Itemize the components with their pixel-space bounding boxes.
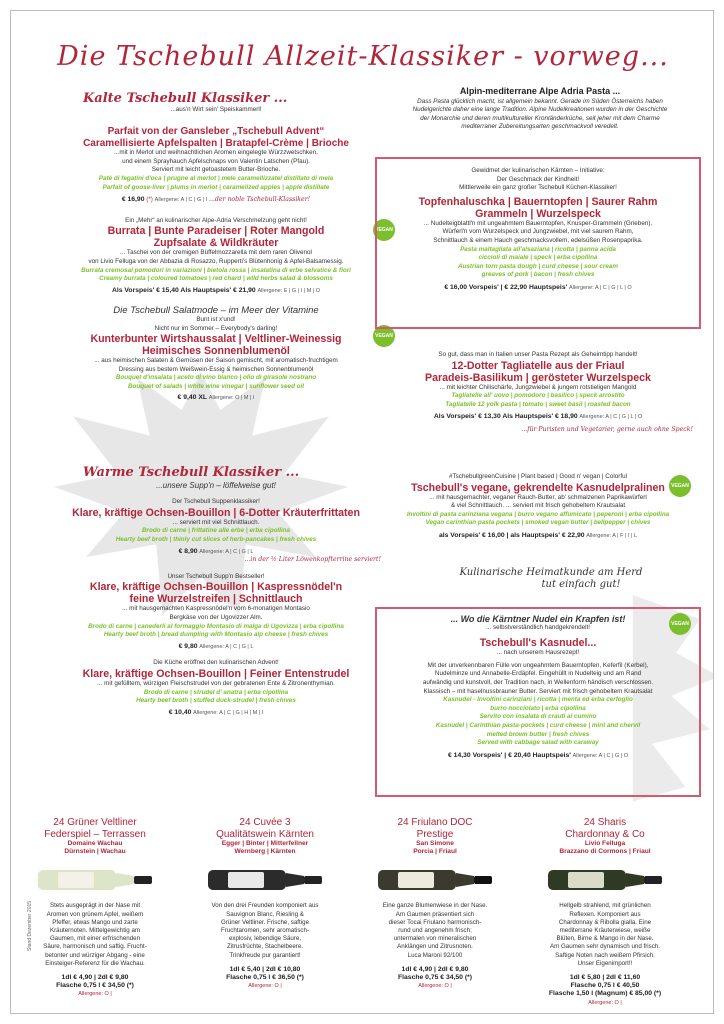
dish-translation: Kasnudel - Involtini carinziani | ricotta | menta ed erba cerfoglio [443, 696, 633, 704]
dish-price: € 8,90 [178, 547, 198, 555]
dish-title: Tschebull's vegane, gekrendelte Kasnudelpralinen [411, 481, 665, 494]
wine-desc: Blüten, Birne & Mango in der Nase. [556, 935, 654, 943]
wine-origin: Wernberg | Kärnten [234, 848, 296, 856]
dish-kasnudel [383, 615, 693, 760]
dish-desc: von Livio Felluga von der Abbazia di Rosazzo, Rupperti's Blütenhonig & Apfel-Balsamessig. [88, 257, 344, 265]
pasta-desc: mediterraner Zubereitungsarten geschmackvoll veredelt. [461, 123, 619, 131]
wine-name: 24 Cuvée 3 [239, 817, 291, 828]
dish-desc: ... serviert mit viel Schnittlauch. [172, 518, 260, 526]
allergen-info: Allergene: A | C | G | L [199, 643, 254, 650]
wine-name: 24 Friulano DOC [397, 817, 473, 828]
wine-price-glass: 1dl € 5,80 | 2dl € 11,60 [569, 974, 641, 982]
wine-desc: explosiv, lebendige Säure, [228, 935, 302, 943]
wine-desc: Am Gaumen sehr dynamisch und frisch. [549, 943, 661, 951]
dish-price: € 14,30 Vorspeis' | € 20,40 Hauptspeis' [448, 751, 571, 759]
wine-desc: rund und angenehm frisch; [398, 927, 472, 935]
dish-intro: Ein „Mehr“ an kulinarischer Alpe-Adria Verschmelzung geht nicht! [125, 216, 307, 224]
wine-price-bottle: Flasche 0,75 l € 34,50 (*) [56, 982, 134, 990]
wine-item [195, 817, 335, 990]
dish-desc: Bergkäse von der Ugovizzer Alm. [169, 613, 263, 621]
dish-title: Tschebull's Kasnudel... [479, 637, 597, 650]
pasta-heading: Alpin-mediterrane Alpe Adria Pasta ... [459, 86, 621, 96]
wine-name: Qualitätswein Kärnten [216, 828, 314, 840]
dish-title: Topfenhaluschka | Bauerntopfen | Saurer Rahm [418, 195, 658, 208]
wine-price-bottle: Flasche 0,75 l € 40,50 [570, 982, 640, 990]
wine-desc: Anklängen und Zitrusnoten. [397, 943, 473, 951]
dish-intro: Gewidmet der kulinarischen Kärnten – Initiative: [471, 167, 605, 174]
wine-desc: Zitrusfrüchte, Stachelbeere. [226, 943, 303, 951]
dish-translation: Tagliatelle all' uovo | pomodoro | basilico | speck arrostito [451, 392, 625, 400]
dish-desc: Würferl'n vom Wurzelspeck und Jungzwiebel, mit viel saurem Rahm, [442, 228, 634, 236]
slogan-line: Kulinarische Heimatkunde am Herd [459, 567, 643, 578]
wine-desc: Saftige Noten nach weißem Pfirsich. [555, 951, 655, 959]
wine-desc: Von den drei Freunden komponiert aus [211, 902, 319, 910]
wine-price-bottle: Flasche 0,75 l € 36,50 (*) [226, 974, 304, 982]
pasta-desc: Nudelgerichte daher eine lange Tradition. Alpine Nudelkreationen wurden in der Geschichte [412, 106, 668, 114]
dish-title: Grammeln | Wurzelspeck [475, 207, 601, 220]
dish-title: Klare, kräftige Ochsen-Bouillon | Kaspressnödel'n [89, 581, 343, 594]
wine-producer: San Simone [416, 840, 454, 847]
warme-section [51, 465, 381, 717]
dish-translation: Austrian torn pasta dough | curd cheese | sour cream [458, 262, 618, 270]
allergen-info: Allergene: A | C | G | L [199, 548, 254, 555]
wine-desc: Sauvignon Blanc, Riesling & [226, 910, 304, 918]
wine-name: 24 Grüner Veltliner [53, 817, 137, 828]
dish-price: Als Vorspeis' € 13,30 Als Hauptspeis' € 18,90 [433, 413, 578, 421]
wine-desc: Unser Eigenimport!! [577, 959, 633, 967]
stand-date: Stand Dezember 2015 [27, 900, 33, 951]
allergen-info: Allergene: A | C | G | H | M | I [193, 709, 264, 716]
dish-desc: Klassisch – mit haselnussbrauner Butter. Serviert mit frisch gehobeltem Krautsalat [423, 687, 653, 695]
dish-title: feine Wurzelstreifen | Schnittlauch [129, 593, 303, 606]
dish-title: Zupfsalate & Wildkräuter [153, 237, 279, 250]
dish-translation: Hearty beef broth | thinly cut slices of herb-pancakes | fresh chives [115, 535, 317, 543]
dish-price-row [383, 532, 693, 541]
dish-title: Parfait von der Gansleber „Tschebull Advent“ [107, 126, 325, 138]
dish-vegan [383, 473, 693, 541]
dish-desc: aufwändig und kunstvoll, der Tradition nach, in Wellenform händisch verschlossen. [422, 678, 654, 686]
dish-desc: ... mit hausgemachten Kaspressnödel'n vom 6-monatigen Montasio [122, 605, 310, 613]
wine-desc: Säure, harmonisch und saftig. Frucht- [43, 943, 147, 951]
dish-desc: Schnittlauch & einem Hauch geschmacksvollem, edelsüßen Rosenpaprika. [433, 236, 643, 244]
vegan-badge-icon: VEGAN [373, 325, 395, 347]
dish-desc: Dressing aus bestem Weißwein-Essig & heimischen Sonnenblumenöl [118, 365, 314, 373]
wine-producer: Domaine Wachau [67, 840, 123, 847]
dish-title: Paradeis-Basilikum | gerösteter Wurzelspeck [425, 371, 651, 384]
dish-intro: So gut, dass man in Italien unser Pasta Rezept als Geheimtipp handelt! [438, 351, 638, 358]
dish-soup-1 [51, 498, 381, 565]
dish-translation: Tagliatelle 12 yolk pasta | tomato | sweet basil | roasted bacon [445, 400, 631, 408]
vegan-badge-icon: VEGAN [669, 613, 691, 635]
dish-tagliatelle [383, 351, 693, 435]
menu-page [10, 10, 714, 1014]
wine-item [25, 817, 165, 999]
wine-desc: Pfeffer, etwas Mango und zarte [52, 918, 138, 926]
allergen-info: Allergene: O | [78, 991, 112, 998]
dish-parfait [51, 126, 381, 205]
wine-desc: Kräuternoten. Mittelgewichtig am [49, 927, 141, 935]
wine-origin: Brazzano di Cormons | Friaul [559, 848, 651, 856]
dish-intro: Mittlerweile ein ganz großer Tschebull Küchen-Klassiker! [459, 184, 617, 192]
pasta-desc: Dass Pasta glücklich macht, ist allgemein bekannt. Gerade im Süden Österreichs haben [417, 97, 663, 105]
wine-desc: betonter und würziger Abgang - eine [45, 951, 145, 959]
dish-title: Burrata | Bunte Paradeiser | Roter Mangold [107, 225, 325, 238]
dish-desc: ... mit leichter Chilischärfe, Jungzwiebel & jungem rotstieligen Mangold [439, 383, 637, 391]
allergen-info: Allergene: O | [588, 999, 622, 1006]
dish-translation: Burrata cremosal pomodori in variazioni | bietola rossa | insalatina di erbe selvatice & fiori [81, 266, 351, 274]
wine-desc: untermalen von mineralischen [393, 935, 477, 943]
dish-intro: Nicht nur im Sommer – Everybody's darling! [154, 324, 278, 332]
dish-desc: Serviert mit leicht getoastetem Butter-Brioche. [151, 166, 281, 174]
allergen-info: Allergene: A | C | G | I [154, 197, 208, 204]
dish-price-row [51, 196, 381, 205]
wine-bottle-icon [34, 866, 156, 894]
wine-price-glass: 1dl € 4,90 | 2dl € 9,80 [61, 974, 129, 982]
allergen-info: Allergene: A | C | G | L | O [568, 284, 632, 291]
wine-name: 24 Sharis [583, 817, 627, 828]
allergen-info: Allergene: O | [418, 983, 452, 990]
wine-desc: Grüner Veltliner. Frische, saftige [220, 918, 310, 926]
dish-desc: und einem Sprayhauch Apfelschnaps von Valentin Latschen (Pfau). [122, 157, 310, 165]
wine-producer: Egger | Binter | Mitterfellner [221, 840, 309, 847]
wine-desc: Einsteiger-Referenz für die Wachau. [45, 959, 145, 967]
wine-origin: Porcia | Friaul [413, 848, 457, 856]
dish-translation: Involtini di pasta carinziana vegana | burro vegano affumicato | peperoni | erba cipollina [406, 510, 670, 518]
wine-desc: dieser Tocai Friulano harmonisch- [388, 918, 482, 926]
wine-desc: Fruchtaromen, sehr aromatisch- [220, 927, 310, 935]
wine-desc: Trinkfreude pur garantiert! [229, 951, 301, 959]
dish-intro: Der Geschmack der Kindheit! [496, 175, 580, 183]
dish-note: ...für Puristen und Vegetarier, gerne auch ohne Speck! [521, 425, 693, 433]
pasta-desc: der Monarchie und deren multikultureller Kronländerküche, seit jeher mit dem Charme [420, 114, 660, 122]
dish-translation: Bouquet of salads | white wine vinegar | sunflower seed oil [127, 382, 305, 390]
dish-intro: Die Küche eröffnet den kulinarischen Advent! [153, 659, 279, 667]
dish-burrata [51, 216, 393, 296]
heimat-slogan [431, 567, 671, 591]
wine-desc: Stets ausgeprägt in der Nase mit [49, 902, 141, 910]
dish-desc: ... aus heimischen Salaten & Gemüsen der Saison gemischt, mit aromatisch-fruchtigem [94, 357, 338, 365]
allergen-info: Allergene: A | C | G | L | O [579, 414, 643, 421]
dish-desc: & viel Schnittlauch. ... serviert mit frisch gehobeltem Krautsalat [450, 502, 626, 510]
wine-price-glass: 1dl € 5,40 | 2dl € 10,80 [229, 965, 301, 973]
dish-price-row [51, 287, 381, 296]
star-marker: (*) [146, 196, 153, 204]
dish-price: Als Vorspeis' € 15,40 Als Hauptspeis' € 21,90 [111, 286, 256, 294]
dish-intro: Der Tschebull Suppenklassiker! [172, 498, 260, 506]
dish-price-row [51, 709, 381, 718]
allergen-info: Allergene: O | M | I [208, 395, 255, 402]
wine-desc: mediterrane Kräuterwiese, weiße [559, 927, 651, 935]
dish-note: ...der noble Tschebull-Klassiker! [209, 196, 311, 204]
dish-price: als Vorspeis' € 16,00 | als Hauptspeis' € 22,90 [438, 531, 585, 539]
wine-desc: Aromen von grünem Apfel, weißem [46, 910, 144, 918]
wine-item [365, 817, 505, 990]
dish-intro: ... selbstverständlich handgekrendelt! [486, 623, 590, 631]
dish-translation: Brodo di carne | strudel d' anatra | erba cipollina [143, 688, 289, 696]
dish-desc: Nudelminze und Annabelle-Erdäpfel. Eingehüllt in Nudelteig und am Rand [434, 670, 642, 678]
dish-translation: Parfait of goose-liver | plums in merlot | caramelized apples | apple distillate [102, 183, 330, 191]
dish-price: € 16,90 [121, 196, 145, 204]
dish-title: Klare, kräftige Ochsen-Bouillon | Feiner Entenstrudel [82, 667, 350, 680]
dish-topfen [383, 167, 693, 293]
dish-translation: Kasnudel | Carinthian pasta-pockets | curd cheese | mint and chervil [435, 721, 641, 729]
dish-soup-2 [51, 573, 381, 652]
kasnudel-heading: ... Wo die Kärntner Nudel ein Krapfen ist! [450, 614, 626, 624]
dish-intro: Unser Tschebull Supp'n Bestseller! [167, 572, 265, 580]
dish-desc: ... Taschei von der cremigen Büffelmozzarella mit dem raren Olivenol [120, 249, 312, 257]
allergen-info: Allergene: E | G | I | M | O [257, 287, 321, 294]
wine-name: Federspiel – Terrassen [44, 828, 146, 840]
allergen-info: Allergene: A | C | G | O [572, 752, 628, 759]
dish-translation: Pasta maltagliata all'alsaziana | ricotta | panna acida [460, 245, 616, 253]
wine-desc: Chardonnay & Ribolla gialla. Eine [558, 918, 652, 926]
wine-item [535, 817, 675, 1007]
kalte-subheading: ...aus'n Wirt sein' Speiskammerl! [170, 105, 262, 113]
dish-translation: Brodo di carne | canederli al formaggio Montasio di malga di Ugovizza | erba cipollina [88, 622, 344, 630]
slogan-line: tut einfach gut! [541, 579, 621, 590]
pasta-intro [387, 87, 693, 132]
dish-desc: ...mit in Merlot und weihnachtlichen Aromen eingelegte Würzzwetschken, [114, 149, 318, 157]
dish-price: € 9,40 XL [177, 394, 208, 402]
vegan-badge-icon: VEGAN [373, 219, 395, 241]
wine-desc: Luca Maroni 92/100 [407, 951, 463, 959]
dish-translation: Served with cabbage salad with caraway [477, 739, 599, 747]
dish-price: € 9,80 [178, 642, 198, 650]
wine-price-glass: 1dl € 4,90 | 2dl € 9,80 [401, 965, 469, 973]
dish-price-row [383, 413, 693, 422]
dish-price-row [383, 284, 693, 293]
dish-translation: Bouquet d'insalata | aceto di vino bianco | olio di girasole nostrano [115, 374, 317, 382]
wine-desc: Eine ganze Blumenwiese in der Nase. [382, 902, 488, 910]
warme-subheading: ...unsere Supp'n – löffelweise gut! [156, 480, 276, 490]
dish-price-row [51, 643, 381, 652]
dish-translation: Hearty beef broth | bread dumpling with Montasio alp cheese | fresh chives [103, 631, 329, 639]
allergen-info: Allergene: A | F | I | L [586, 532, 638, 539]
wine-desc: Reflexen. Komponiert aus [569, 910, 641, 918]
dish-translation: Hearty beef broth | stuffed duck-strudel | fresh chives [136, 697, 296, 705]
wine-bottle-icon [204, 866, 326, 894]
salat-heading: Die Tschebull Salatmode – im Meer der Vitamine [113, 305, 319, 317]
dish-translation: Creamy burrata | coloured tomatoes | red chard | wild herbs salad & blossoms [99, 275, 333, 283]
kalte-heading: Kalte Tschebull Klassiker ... [83, 91, 288, 106]
kalte-section [51, 91, 393, 403]
vegan-badge-icon: VEGAN [669, 475, 691, 497]
dish-title: Caramellisierte Apfelspalten | Bratapfel-Crème | Brioche [83, 137, 349, 149]
dish-intro: #TschebullgreenCuisine | Plant based | Good n' vegan | Colorful [449, 473, 627, 480]
dish-desc: ... Nudelteigblattl'n mit ungeahmtem Bauerntopfen, Knusper-Grammeln (Grieben), [423, 219, 653, 227]
wine-price-magnum: Flasche 1,50 l (Magnum) € 85,00 (*) [548, 990, 662, 998]
dish-translation: greaves of pork | bacon | fresh chives [481, 271, 595, 279]
dish-price-row [51, 548, 381, 557]
dish-intro: ... nach unserem Hausrezept! [496, 649, 580, 657]
warme-heading: Warme Tschebull Klassiker ... [83, 465, 300, 480]
wine-price-bottle: Flasche 0,75 € 34,50 (*) [397, 974, 473, 982]
dish-title: Kunterbunter Wirtshaussalat | Veltliner-Weinessig [90, 333, 342, 346]
dish-desc: ... mit hausgemachter, veganer Rauch-Butter, ab' schmalzenen Paprikawürferl [429, 493, 647, 501]
allergen-info: Allergene: O | [248, 983, 282, 990]
dish-price-row [51, 394, 381, 403]
dish-note: ...in der ½ Liter Löwenkopfterrine serviert! [244, 556, 381, 564]
dish-desc: ... mit gefülltem, würzigen Fleischstrudel von der gebratenen Ente & Zitronenthymian. [97, 679, 335, 687]
wine-desc: Hellgelb strahlend, mit grünlichen [559, 902, 651, 910]
dish-price: € 10,40 [168, 708, 192, 716]
page-title: Die Tschebull Allzeit-Klassiker - vorweg... [57, 41, 669, 72]
wine-desc: Gaumen, mit einer erfrischenden [49, 935, 141, 943]
dish-intro: Bunt ist x'und! [196, 315, 236, 323]
wine-name: Prestige [416, 828, 454, 840]
dish-translation: ciccioli di maiale | speck | erba cipollina [478, 254, 598, 262]
dish-translation: Brodo di carne | frittatine alle erbe | erba cipollina [141, 527, 291, 535]
dish-soup-3 [51, 659, 381, 717]
wine-producer: Livio Felluga [584, 840, 626, 847]
wine-name: Chardonnay & Co [565, 828, 645, 840]
dish-salat [51, 305, 393, 403]
dish-price: € 16,00 Vorspeis' | € 22,90 Hauptspeis' [444, 283, 568, 291]
wine-bottle-icon [544, 866, 666, 894]
dish-desc: Mit der unverkennbaren Fülle von ungeahmtem Bauerntopfen, Keferfil (Kerbel), [427, 661, 649, 669]
wine-desc: Am Gaumen präsentiert sich [395, 910, 475, 918]
wine-bottle-icon [374, 866, 496, 894]
dish-translation: Vegan carinthian pasta pockets | smoked vegan butter | bellpepper | chives [425, 519, 651, 527]
dish-title: Klare, kräftige Ochsen-Bouillon | 6-Dotter Kräuterfrittaten [72, 506, 360, 519]
dish-translation: melted brown butter | fresh chives [486, 730, 590, 738]
dish-translation: burro nocciolato | erba cipollina [490, 704, 586, 712]
dish-title: 12-Dotter Tagliatelle aus der Friaul [451, 359, 625, 372]
dish-price-row [383, 752, 693, 761]
wine-origin: Dürnstein | Wachau [64, 848, 126, 856]
dish-title: Heimisches Sonnenblumenöl [142, 345, 290, 358]
dish-translation: Patè di fegatini d'oca | prugne al merlot | mele caramellizzatel distillato di mela [98, 174, 334, 182]
dish-translation: Servito con insalata di crauti al cumino [479, 713, 597, 721]
